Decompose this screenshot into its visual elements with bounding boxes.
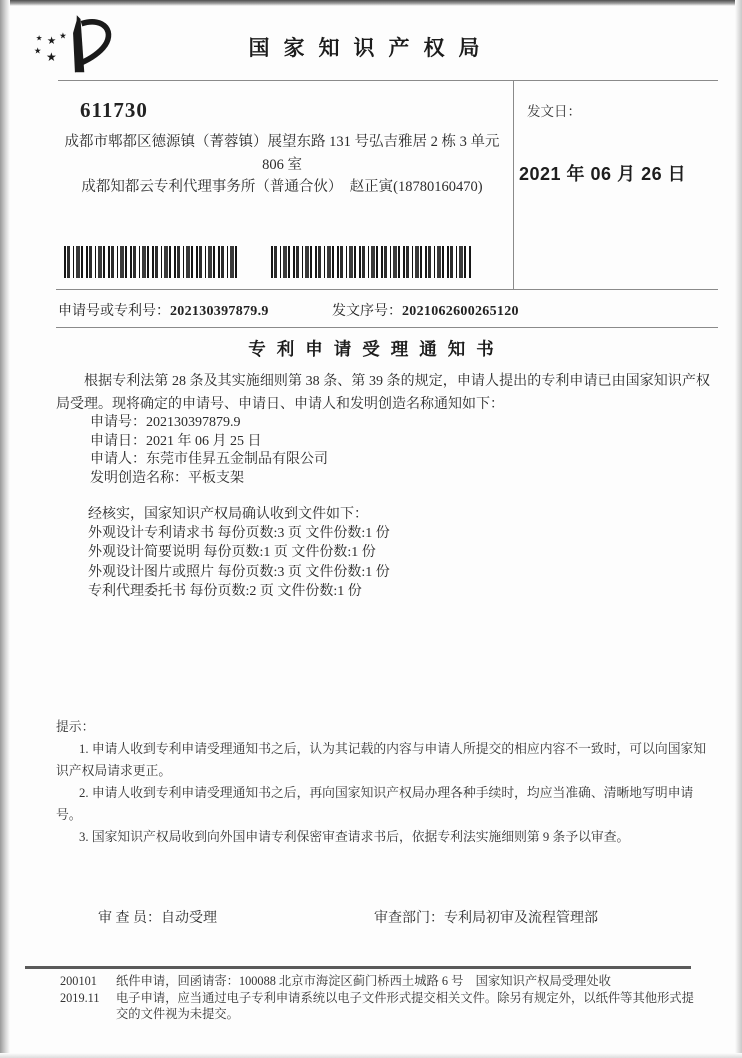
footer-notes [60,973,702,1023]
recipient-address [56,131,508,199]
application-number-label: 申请号或专利号： [58,304,170,319]
examiner-label: 审 查 员： [98,911,161,926]
notice-title: 专利申请受理通知书 [248,339,505,359]
dispatch-box-divider [513,80,514,290]
application-number-value: 202130397879.9 [170,304,269,319]
svg-text:★: ★ [46,50,57,64]
svg-text:★: ★ [33,46,42,56]
svg-text:★: ★ [35,33,43,43]
received-file-item: 外观设计专利请求书 每份页数:3 页 文件份数:1 份 [88,526,390,542]
title-divider [56,327,718,328]
tip-item: 2. 申请人收到专利申请受理通知书之后，再向国家知识产权局办理各种手续时，均应当准确、清晰地写明申请号。 [56,786,694,822]
svg-text:★: ★ [59,31,67,41]
department-field [374,907,598,927]
header-divider [58,80,718,81]
detail-invention-name: 发明创造名称：平板支架 [90,470,244,486]
tip-item: 1. 申请人收到专利申请受理通知书之后，认为其记载的内容与申请人所提交的相应内容不一致时，可以向国家知识产权局请求更正。 [56,742,707,778]
svg-text:★: ★ [46,36,57,48]
department-label: 审查部门： [374,911,444,926]
serial-number-value: 2021062600265120 [402,304,519,319]
dispatch-date-value: 2021 年 06 月 26 日 [519,164,687,184]
barcode-divider [56,289,718,290]
postal-code: 611730 [80,98,148,122]
application-details-list [90,414,328,488]
application-number [58,300,269,320]
tip-item: 3. 国家知识产权局收到向外国申请专利保密审查请求书后，依据专利法实施细则第 9 条予以审查。 [79,830,630,844]
notice-intro-paragraph: 根据专利法第 28 条及其实施细则第 38 条、第 39 条的规定，申请人提出的专利申请已由国家知识产权局受理。现将确定的申请号、申请日、申请人和发明创造名称通知如下： [56,374,710,412]
tips-block [56,716,714,848]
page-edge-top [0,0,742,6]
page-edge-bottom [0,1053,742,1058]
serial-number-label: 发文序号： [332,304,402,319]
agency-title: 国家知识产权局 [248,37,494,60]
examiner-value: 自动受理 [161,911,217,926]
address-line-2: 806 室 [262,156,302,173]
footer-code: 200101 [60,974,97,988]
received-file-item: 外观设计简要说明 每份页数:1 页 文件份数:1 份 [88,545,376,561]
footer-divider [25,966,691,969]
page-edge-left [0,0,10,1058]
page-edge-right [735,0,742,1058]
dispatch-date-label: 发文日： [527,104,581,119]
received-file-item: 外观设计图片或照片 每份页数:3 页 文件份数:1 份 [88,564,390,580]
barcode-application-number [64,246,237,278]
department-value: 专利局初审及流程管理部 [444,911,598,926]
address-line-1: 成都市郫都区德源镇（菁蓉镇）展望东路 131 号弘吉雅居 2 栋 3 单元 [64,134,500,150]
footer-code: 2019.11 [60,990,100,1005]
agent-line: 成都知都云专利代理事务所（普通合伙） 赵正寅(18780160470) [81,179,483,195]
serial-number [332,300,519,320]
tips-heading: 提示： [56,720,95,734]
detail-applicant: 申请人：东莞市佳昇五金制品有限公司 [90,452,328,468]
detail-application-number: 申请号：202130397879.9 [90,415,241,430]
barcode-serial-number [271,246,471,278]
footer-note-electronic: 电子申请，应当通过电子专利申请系统以电子文件形式提交相关文件。除另有规定外，以纸件等其他形式提交的文件视为未提交。 [116,990,694,1021]
footer-note-paper: 纸件申请，回函请寄：100088 北京市海淀区蓟门桥西土城路 6 号 国家知识产权局受理处收 [116,974,611,988]
received-documents-block [88,505,390,601]
received-intro: 经核实，国家知识产权局确认收到文件如下： [88,507,368,522]
detail-application-date: 申请日：2021 年 06 月 25 日 [90,433,262,449]
received-file-item: 专利代理委托书 每份页数:2 页 文件份数:1 份 [88,583,362,599]
examiner-field [98,907,217,927]
